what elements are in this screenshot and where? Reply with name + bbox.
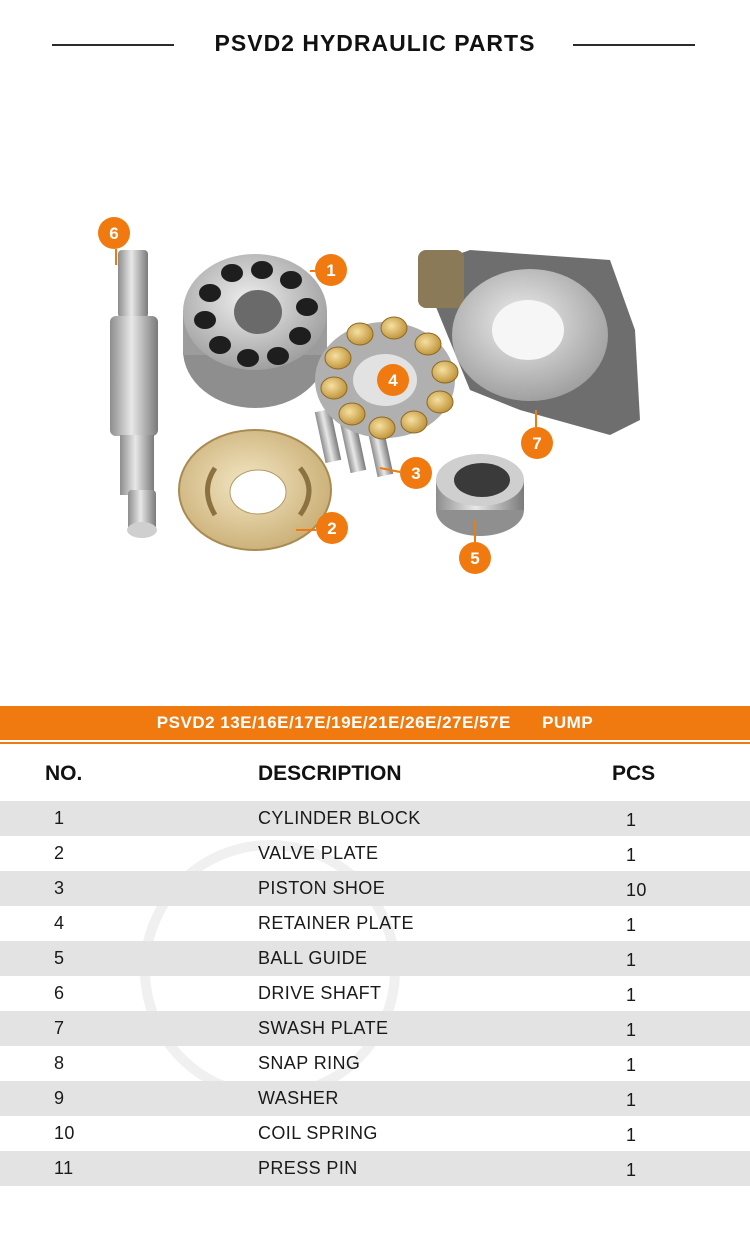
header-no: NO. — [45, 762, 83, 785]
svg-text:1: 1 — [326, 261, 336, 280]
table-row: 10 COIL SPRING 1 — [54, 1123, 637, 1145]
svg-text:2: 2 — [327, 519, 337, 538]
svg-text:5: 5 — [470, 549, 480, 568]
callout-6 — [98, 217, 130, 249]
callout-3 — [400, 457, 432, 489]
banner-underline — [0, 742, 750, 744]
svg-text:3: 3 — [411, 464, 421, 483]
header-description: DESCRIPTION — [258, 762, 402, 785]
svg-text:6: 6 — [109, 224, 119, 243]
table-row: 1 CYLINDER BLOCK 1 — [0, 801, 750, 836]
model-banner — [0, 706, 750, 740]
parts-table — [0, 801, 750, 1186]
ball-guide-image — [436, 454, 524, 536]
callout-7 — [521, 427, 553, 459]
table-header — [0, 752, 750, 798]
callout-4 — [377, 364, 409, 396]
cylinder-block-image — [183, 254, 327, 408]
piston-retainer-image — [315, 317, 458, 477]
banner-model: PSVD2 13E/16E/17E/19E/21E/26E/27E/57E — [156, 713, 511, 732]
table-row: 11 PRESS PIN 1 — [0, 1151, 750, 1186]
table-row: 3 PISTON SHOE 10 — [0, 871, 750, 906]
page-title: PSVD2 HYDRAULIC PARTS — [214, 30, 536, 56]
callout-1 — [315, 254, 347, 286]
table-row: 6 DRIVE SHAFT 1 — [54, 983, 637, 1005]
table-row: 7 SWASH PLATE 1 — [0, 1011, 750, 1046]
page-header — [0, 0, 750, 90]
table-row: 4 RETAINER PLATE 1 — [54, 913, 637, 935]
header-pcs: PCS — [612, 762, 656, 785]
callout-2 — [316, 512, 348, 544]
table-row: 5 BALL GUIDE 1 — [0, 941, 750, 976]
svg-text:7: 7 — [532, 434, 542, 453]
valve-plate-image — [179, 430, 331, 550]
drive-shaft-image — [110, 250, 158, 538]
table-row: 9 WASHER 1 — [0, 1081, 750, 1116]
banner-type: PUMP — [542, 713, 594, 732]
table-row: 2 VALVE PLATE 1 — [54, 843, 637, 865]
callout-5 — [459, 542, 491, 574]
svg-text:4: 4 — [388, 371, 398, 390]
table-row: 8 SNAP RING 1 — [54, 1053, 637, 1075]
parts-photo — [0, 90, 750, 690]
header-rule-right — [573, 44, 695, 46]
